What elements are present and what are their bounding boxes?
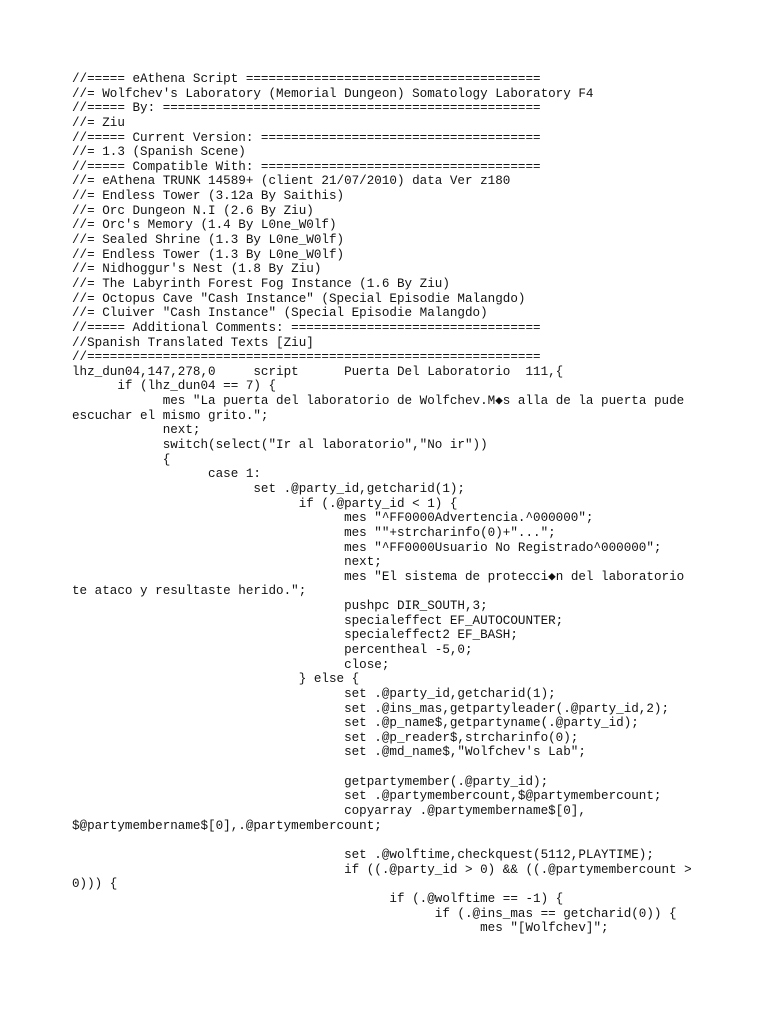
code-line: //Spanish Translated Texts [Ziu] [72, 335, 314, 350]
code-line: if (lhz_dun04 == 7) { [72, 379, 277, 394]
code-line: switch(select("Ir al laboratorio","No ir")) [72, 438, 488, 453]
code-line: //= Endless Tower (3.12a By Saithis) [72, 189, 345, 204]
code-line: lhz_dun04,147,278,0 script Puerta Del Laboratorio 111,{ [72, 364, 564, 379]
document-page [72, 72, 692, 936]
code-line: //===== Current Version: ===================================== [72, 130, 541, 145]
code-line: if (.@ins_mas == getcharid(0)) { [72, 906, 677, 921]
code-line: //= Octopus Cave "Cash Instance" (Special Episodie Malangdo) [72, 291, 526, 306]
code-line: //= eAthena TRUNK 14589+ (client 21/07/2010) data Ver z180 [72, 174, 511, 189]
code-line: mes "La puerta del laboratorio de Wolfchev.M◆s alla de la puerta pude [72, 394, 685, 409]
code-line: //= Cluiver "Cash Instance" (Special Episodie Malangdo) [72, 306, 488, 321]
code-line: //= Wolfchev's Laboratory (Memorial Dungeon) Somatology Laboratory F4 [72, 86, 594, 101]
code-line: set .@p_reader$,strcharinfo(0); [72, 730, 579, 745]
code-line: te ataco y resultaste herido."; [72, 584, 307, 599]
code-line: //===== eAthena Script ======================================= [72, 72, 541, 86]
code-line: set .@party_id,getcharid(1); [72, 686, 556, 701]
code-line: { [72, 452, 171, 467]
code-line: mes "El sistema de protecci◆n del laboratorio [72, 569, 685, 584]
code-line: $@partymembername$[0],.@partymembercount; [72, 818, 382, 833]
code-line: mes ""+strcharinfo(0)+"..."; [72, 525, 556, 540]
code-line: //= Ziu [72, 115, 125, 130]
code-line: //= Endless Tower (1.3 By L0ne_W0lf) [72, 247, 345, 262]
code-line: pushpc DIR_SOUTH,3; [72, 599, 488, 614]
code-line: set .@ins_mas,getpartyleader(.@party_id,2); [72, 701, 670, 716]
code-line: specialeffect2 EF_BASH; [72, 628, 518, 643]
code-line: set .@md_name$,"Wolfchev's Lab"; [72, 745, 586, 760]
code-line: //= The Labyrinth Forest Fog Instance (1.6 By Ziu) [72, 276, 450, 291]
code-line: 0))) { [72, 877, 118, 892]
code-line: getpartymember(.@party_id); [72, 774, 549, 789]
code-line: next; [72, 423, 201, 438]
code-line: set .@p_name$,getpartyname(.@party_id); [72, 716, 639, 731]
code-line: percentheal -5,0; [72, 642, 473, 657]
code-line: //===== Additional Comments: ================================= [72, 320, 541, 335]
code-line: //= Orc Dungeon N.I (2.6 By Ziu) [72, 203, 314, 218]
code-line: if (.@wolftime == -1) { [72, 891, 564, 906]
code-line: mes "[Wolfchev]"; [72, 921, 609, 936]
code-line: //===== By: ================================================== [72, 101, 541, 116]
code-line: if (.@party_id < 1) { [72, 496, 458, 511]
code-line: specialeffect EF_AUTOCOUNTER; [72, 613, 564, 628]
code-line [72, 833, 692, 848]
code-line: set .@partymembercount,$@partymembercount; [72, 789, 662, 804]
code-line: set .@party_id,getcharid(1); [72, 481, 465, 496]
code-line: if ((.@party_id > 0) && ((.@partymembercount > [72, 862, 692, 877]
code-line: //= Orc's Memory (1.4 By L0ne_W0lf) [72, 218, 337, 233]
code-line: } else { [72, 672, 360, 687]
code-line: //= 1.3 (Spanish Scene) [72, 145, 246, 160]
code-line: mes "^FF0000Advertencia.^000000"; [72, 511, 594, 526]
code-line: //============================================================ [72, 350, 541, 365]
code-line: //===== Compatible With: ===================================== [72, 159, 541, 174]
code-line: escuchar el mismo grito."; [72, 408, 269, 423]
code-line: mes "^FF0000Usuario No Registrado^000000"; [72, 540, 662, 555]
code-line: close; [72, 657, 390, 672]
code-line: set .@wolftime,checkquest(5112,PLAYTIME); [72, 847, 654, 862]
code-line [72, 760, 692, 775]
code-line: //= Sealed Shrine (1.3 By L0ne_W0lf) [72, 233, 345, 248]
code-line: case 1: [72, 467, 261, 482]
code-line: next; [72, 555, 382, 570]
code-line: //= Nidhoggur's Nest (1.8 By Ziu) [72, 262, 322, 277]
code-line: copyarray .@partymembername$[0], [72, 804, 586, 819]
